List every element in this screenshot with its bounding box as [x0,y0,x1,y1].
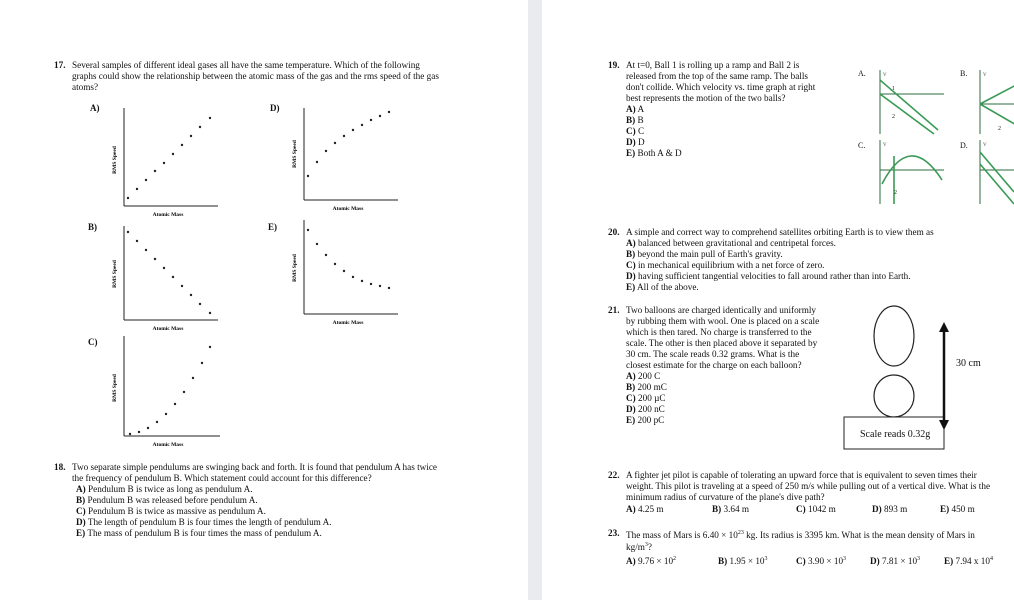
graph-d [292,108,398,214]
question-23-text-line-1: The mass of Mars is $6.40 \times 10^{23}$ kg. Its radius is 3395 km. What is the mean density of Mars in [626,530,975,541]
question-21-option-e: E) 200 pC [626,415,665,425]
question-19-option-b: B) B [626,115,644,125]
question-18-number: 18. [54,462,66,472]
question-23-option-a: A) $9.76 \times 10^2$ [626,556,677,567]
question-22-number: 22. [608,470,620,480]
question-22-option-e: E) 450 m [940,504,975,514]
question-19-number: 19. [608,60,620,70]
question-23-text-line-2: $kg/m^3$? [626,542,652,553]
question-19-option-e: E) Both A & D [626,148,682,158]
question-20-text: A simple and correct way to comprehend satellites orbiting Earth is to view them as [626,227,934,237]
graph-label-e: E) [268,222,277,232]
question-18-option-d: D) The length of pendulum B is four times the length of pendulum A. [76,517,332,527]
vt-graph-a-ball-2: 2 [892,114,895,120]
graph-c-xlabel: Atomic Mass [152,442,184,448]
question-18-option-e: E) The mass of pendulum B is four times the mass of pendulum A. [76,528,322,538]
question-22-text-line-3: minimum radius of curvature of the plane's dive path? [626,492,825,502]
question-23-option-c: C) $3.90 \times 10^3$ [796,556,847,567]
graph-a-xlabel: Atomic Mass [152,212,184,218]
arrow-head-top [939,322,949,332]
question-22-option-d: D) 893 m [872,504,908,514]
question-22-option-a: A) 4.25 m [626,504,664,514]
question-17-text-line-3: atoms? [72,82,99,92]
question-18-text-line-1: Two separate simple pendulums are swinging back and forth. It is found that pendulum A has twice [72,462,437,472]
graph-e-xlabel: Atomic Mass [332,320,364,326]
question-20-number: 20. [608,227,620,237]
vt-graph-a-ball-1: 1 [892,86,895,92]
question-20-option-e: E) All of the above. [626,282,699,292]
vt-graph-b [978,70,1014,136]
page-right [542,0,1014,600]
question-21-option-d: D) 200 nC [626,404,665,414]
question-19-line-3: don't collide. Which velocity vs. time graph at right [626,82,816,92]
question-22-text-line-2: weight. This pilot is traveling at a speed of 250 m/s while pulling out of a vertical dive. What is the [626,481,991,491]
vt-graph-b-ball-2: 2 [998,126,1001,132]
vt-graph-c [876,140,946,206]
question-21-option-a: A) 200 C [626,371,661,381]
question-21-line-6: closest estimate for the charge on each balloon? [626,360,802,370]
graph-c-ylabel: RMS Speed [112,374,118,402]
question-18-option-b: B) Pendulum B was released before pendulum A. [76,495,258,505]
question-22-text-line-1: A fighter jet pilot is capable of tolerating an upward force that is equivalent to seven times their [626,470,977,480]
graph-a [112,108,218,220]
question-17-number: 17. [54,60,66,70]
vt-graph-d-vlabel: V [983,143,987,148]
graph-label-b: B) [88,222,97,232]
question-21-option-c: C) 200 µC [626,393,666,403]
question-20-option-a: A) balanced between gravitational and centripetal forces. [626,238,836,248]
question-23-option-e: E) 7.94 x $10^4$ [944,556,993,567]
distance-label: 30 cm [956,358,981,369]
graph-e-ylabel: RMS Speed [292,254,298,282]
graph-d-points [307,111,390,177]
vt-graph-c-vlabel: V [883,143,887,148]
graph-b-xlabel: Atomic Mass [152,326,184,332]
vt-graph-a [876,70,946,136]
question-17-text-line-1: Several samples of different ideal gases all have the same temperature. Which of the following [72,60,420,70]
vt-graph-c-ball-2: 2 [894,190,897,196]
question-23-option-d: D) $7.81 \times 10^3$ [870,556,921,567]
question-23-option-b: B) $1.95 \times 10^3$ [718,556,768,567]
graph-b [112,226,218,334]
question-20-option-d: D) having sufficient tangential velocities to fall around rather than into Earth. [626,271,911,281]
vt-graph-label-c: C. [858,141,866,150]
upper-balloon [874,306,914,366]
question-18-text-line-2: the frequency of pendulum B. Which statement could account for this difference? [72,473,372,483]
vt-graph-b-vlabel: V [983,73,987,78]
question-21-number: 21. [608,305,620,315]
scale-label: Scale reads 0.32g [860,429,931,440]
question-21-line-5: 30 cm. The scale reads 0.32 grams. What is the [626,349,800,359]
graph-label-d: D) [270,103,280,113]
vt-graph-d [978,140,1014,206]
question-21-line-3: which is then tared. No charge is transferred to the [626,327,812,337]
graph-e-points [307,229,390,289]
question-19-line-2: released from the top of the same ramp. The balls [626,71,808,81]
question-19-option-c: C) C [626,126,645,136]
question-18-option-c: C) Pendulum B is twice as massive as pendulum A. [76,506,266,516]
question-22-option-b: B) 3.64 m [712,504,750,514]
graph-label-c: C) [88,337,98,347]
graph-e [292,220,398,328]
graph-c [112,336,220,448]
graph-c-points [129,346,211,435]
graph-d-xlabel: Atomic Mass [332,206,364,212]
vt-graph-label-a: A. [858,69,866,78]
question-18-option-a: A) Pendulum B is twice as long as pendulum A. [76,484,253,494]
graph-b-ylabel: RMS Speed [112,260,118,288]
question-20-option-b: B) beyond the main pull of Earth's gravity. [626,249,783,259]
question-21-option-b: B) 200 mC [626,382,667,392]
graph-d-ylabel: RMS Speed [292,140,298,168]
question-19-line-1: At t=0, Ball 1 is rolling up a ramp and Ball 2 is [626,60,800,70]
question-19-option-a: A) A [626,104,645,114]
lower-balloon [874,375,914,417]
question-20-option-c: C) in mechanical equilibrium with a net force of zero. [626,260,825,270]
graph-a-ylabel: RMS Speed [112,146,118,174]
graph-label-a: A) [90,103,100,113]
question-21-line-2: by rubbing them with wool. One is placed on a scale [626,316,820,326]
graph-b-points [127,231,211,314]
question-22-option-c: C) 1042 m [796,504,836,514]
graph-a-points [127,117,211,199]
question-23-number: 23. [608,528,620,538]
vt-graph-label-b: B. [960,69,968,78]
vt-graph-a-vlabel: V [883,73,887,78]
question-19-option-d: D) D [626,137,645,147]
question-21-line-1: Two balloons are charged identically and uniformly [626,305,817,315]
question-21-line-4: scale. The other is then placed above it separated by [626,338,818,348]
vt-graph-label-d: D. [960,141,968,150]
question-17-text-line-2: graphs could show the relationship between the atomic mass of the gas and the rms speed of the gas [72,71,439,81]
question-19-line-4: best represents the motion of the two balls? [626,93,786,103]
